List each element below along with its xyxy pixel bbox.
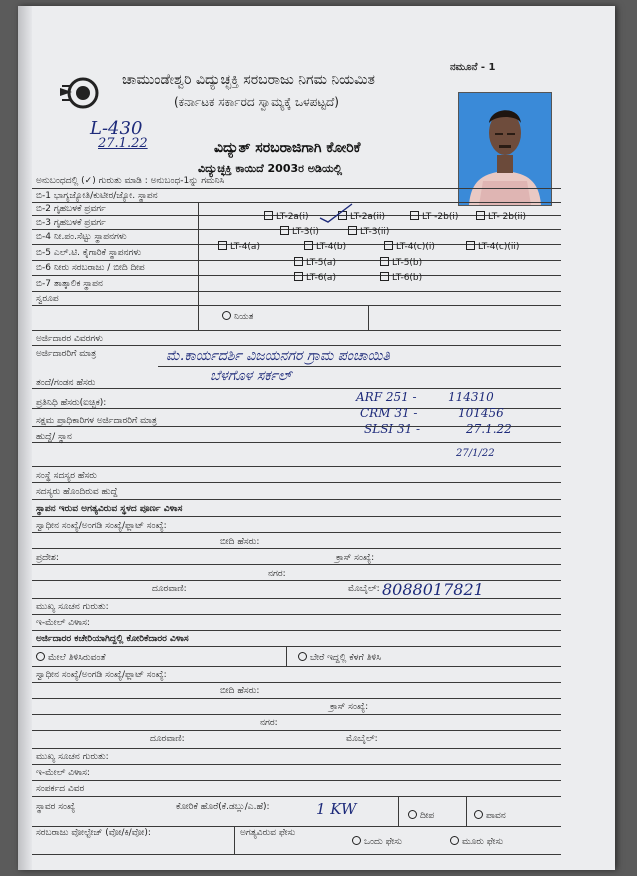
lt6a-checkbox[interactable] [294,272,303,281]
handwritten-applicant-name-1: ಮೆ.ಕಾರ್ಯದರ್ಶಿ ವಿಜಯನಗರ ಗ್ರಾಮ ಪಂಚಾಯಿತಿ [166,348,390,364]
lt4b-checkbox[interactable] [304,241,313,250]
lt2ai-checkbox[interactable] [264,211,273,220]
row-b4-label: ಬಿ-4 ನೀ.ಪಂ.ಸೆಟ್ಟು ಸ್ಥಾಪನಗಳು [36,232,127,242]
org-name: ಚಾಮುಂಡೇಶ್ವರಿ ವಿದ್ಯುಚ್ಛಕ್ತಿ ಸರಬರಾಜು ನಿಗಮ ನಿಯಮಿತ [122,72,375,88]
lt2bi-checkbox[interactable] [410,211,419,220]
handwritten-rr-2-value: 101456 [458,406,504,420]
cesc-logo-icon [58,76,104,110]
handwritten-rr-3: SLSI 31 - [364,422,421,436]
row-b5-label: ಬಿ-5 ಎಲ್.ಟಿ. ಕೈಗಾರಿಕೆ ಸ್ಥಾಪನಗಳು [36,248,142,258]
row-b3-label: ಬಿ-3 ಗೃಹಬಳಕೆ ಪ್ರವರ್ಗ [36,218,106,228]
connection-details-heading: ಸಂಪರ್ಕದ ವಿವರ [36,784,85,794]
member-position-label: ಸದಸ್ಯರು ಹೊಂದಿರುವ ಹುದ್ದೆ [36,487,118,497]
single-phase-radio[interactable] [352,836,361,845]
option-lt2bii[interactable]: LT- 2b(ii) [476,211,526,222]
option-single-phase[interactable]: ಒಂದು ಫೇಸು [352,836,402,847]
same-address-radio[interactable] [36,652,45,661]
option-lt4ci[interactable]: LT-4(c)(i) [384,241,435,252]
option-lt2bi[interactable]: LT -2b(i) [410,211,458,222]
area-label: ಪ್ರದೇಶ: [36,553,59,563]
option-lt6b[interactable]: LT-6(b) [380,272,422,283]
option-lt3i[interactable]: LT-3(i) [280,226,319,237]
email-label: ಇ-ಮೇಲ್ ವಿಳಾಸ: [36,618,90,628]
lt3ii-checkbox[interactable] [348,226,357,235]
pavana-radio[interactable] [474,810,483,819]
corr-city-label: ನಗರ: [260,718,278,728]
section1-intro: ಅನುಬಂಧದಲ್ಲಿ (✓) ಗುರುತು ಮಾಡಿ : ಅನುಬಂಧ-1ನ್ನು ಗಮನಿಸಿ [36,176,225,186]
handwritten-rr-2: CRM 31 - [360,406,418,420]
handwritten-tick-icon [318,202,354,224]
option-same-as-above[interactable]: ಮೇಲೆ ತಿಳಿಸಿರುವಂತೆ [36,652,106,663]
phase-required-label: ಅಗತ್ಯವಿರುವ ಫೇಸು [240,828,296,838]
application-form-sheet [18,6,615,870]
niyatha-radio[interactable] [222,311,231,320]
handwritten-load: 1 KW [316,800,357,818]
handwritten-rr-1-value: 114310 [448,390,494,404]
mobile-label: ಮೊಬೈಲ್: [348,584,380,594]
lt3i-checkbox[interactable] [280,226,289,235]
lt5a-checkbox[interactable] [294,257,303,266]
installation-number-label: ಸ್ಥಾವರ ಸಂಖ್ಯೆ [36,802,76,812]
handwritten-ref-no: L-430 [90,118,143,139]
row-b6-label: ಬಿ-6 ನೀರು ಸರಬರಾಜು / ಬೀದಿ ದೀಪ [36,263,145,273]
option-lt4b[interactable]: LT-4(b) [304,241,346,252]
corr-phone-label: ದೂರವಾಣಿ: [150,734,185,744]
authority-label: ಸಕ್ಷಮ ಪ್ರಾಧಿಕಾರಿಗಳ ಅರ್ಜಿದಾರರಿಗೆ ಮಾತ್ರ [36,416,157,426]
row-b1-label: ಬಿ-1 ಭಾಗ್ಯಜ್ಯೋತಿ/ಕುಟೀರ/ಜ್ಯೋ. ಸ್ಥಾಪನ [36,191,158,201]
form-title: ವಿದ್ಯುತ್ ಸರಬರಾಜಿಗಾಗಿ ಕೋರಿಕೆ [214,140,361,156]
option-lt4a[interactable]: LT-4(a) [218,241,260,252]
handwritten-rr-3-value: 27.1.22 [466,422,512,436]
option-lt2ai[interactable]: LT-2a(i) [264,211,308,222]
installation-address-heading: ಸ್ಥಾಪನ ಇರುವ ಅಗತ್ಯವಿರುವ ಸ್ಥಳದ ಪೂರ್ಣ ವಿಳಾಸ [36,504,183,514]
representative-label: ಪ್ರತಿನಿಧಿ ಹೆಸರು(ಐಚ್ಛಿಕ): [36,398,107,408]
option-lt5a[interactable]: LT-5(a) [294,257,336,268]
applicant-details-heading: ಅರ್ಜಿದಾರರ ವಿವರಗಳು [36,334,103,344]
option-three-phase[interactable]: ಮೂರು ಫೇಸು [450,836,503,847]
street-name-label: ಬೀದಿ ಹೆಸರು: [220,537,260,547]
handwritten-rr-1: ARF 251 - [356,390,417,404]
corr-mobile-label: ಮೊಬೈಲ್: [346,734,378,744]
option-lt4cii[interactable]: LT-4(c)(ii) [466,241,519,252]
phone-label: ದೂರವಾಣಿ: [152,584,187,594]
lt4a-checkbox[interactable] [218,241,227,250]
cross-number-label: ಕ್ರಾಸ್ ಸಂಖ್ಯೆ: [336,553,375,563]
row-nature-label: ಸ್ವರೂಪ [36,294,59,304]
org-subtitle: (ಕರ್ನಾಟಕ ಸರ್ಕಾರದ ಸ್ವಾಮ್ಯಕ್ಕೆ ಒಳಪಟ್ಟದೆ) [174,95,339,109]
other-address-radio[interactable] [298,652,307,661]
lt4ci-checkbox[interactable] [384,241,393,250]
option-lt2aii[interactable]: LT-2a(ii) [338,211,385,222]
form-subtitle: ವಿದ್ಯುಚ್ಛಕ್ತಿ ಕಾಯಿದೆ 2003ರ ಅಡಿಯಲ್ಲಿ [198,162,343,175]
handwritten-signature-date: 27/1/22 [456,448,495,459]
handwritten-mobile-number: 8088017821 [382,580,484,599]
option-other-address[interactable]: ಬೇರೆ ಇದ್ದಲ್ಲಿ ಕೆಳಗೆ ತಿಳಿಸಿ [298,652,381,663]
form-number: ನಮೂನೆ - 1 [450,62,496,73]
correspondence-address-heading: ಅರ್ಜಿದಾರರ ಕಚೇರಿಯಾಗಿದ್ದಲ್ಲಿ ಕೋರಿಕೆದಾರರ ವಿಳಾಸ [36,634,189,644]
lt2bii-checkbox[interactable] [476,211,485,220]
lt5b-checkbox[interactable] [380,257,389,266]
option-pavana[interactable]: ಪಾವನ [474,810,506,821]
deepa-radio[interactable] [408,810,417,819]
designation-label: ಹುದ್ದೆ/ ಸ್ಥಾನ [36,432,72,442]
option-lt3ii[interactable]: LT-3(ii) [348,226,389,237]
row-b7-label: ಬಿ-7 ತಾತ್ಕಾಲಿಕ ಸ್ಥಾಪನ [36,279,103,289]
option-niyatha[interactable]: ನಿಯತ [222,311,253,322]
option-deepa[interactable]: ದೀಪ [408,810,434,821]
corr-street-name-label: ಬೀದಿ ಹೆಸರು: [220,686,260,696]
requested-load-label: ಕೋರಿಕೆ ಹೊರೆ(ಕೆ.ಡಬ್ಲು/ಎ.ಹೆ): [176,802,270,812]
handwritten-ref-date: 27.1.22 [98,136,148,151]
lt6b-checkbox[interactable] [380,272,389,281]
corr-landmark-label: ಮುಖ್ಯ ಸೂಚನ ಗುರುತು: [36,752,109,762]
row-b2-label: ಬಿ-2 ಗೃಹಬಳಕೆ ಪ್ರವರ್ಗ [36,204,106,214]
supply-voltage-label: ಸರಬರಾಜು ವೋಲ್ಟೇಜ್ (ವೋ/ಕಿ/ವೋ): [36,828,151,838]
corr-plot-number-label: ಸ್ವಾಧೀನ ಸಂಖ್ಯೆ/ಅಂಗಡಿ ಸಂಖ್ಯೆ/ಫ್ಲಾಟ್ ಸಂಖ್ಯೆ: [36,670,167,680]
lt4cii-checkbox[interactable] [466,241,475,250]
member-name-label: ಸಂಸ್ಥೆ ಸದಸ್ಯರ ಹೆಸರು [36,471,97,481]
applicant-name-label: ಅರ್ಜಿದಾರರಿಗೆ ಮಾತ್ರ [36,349,97,359]
handwritten-applicant-name-2: ಬೆಳಗೊಳ ಸರ್ಕಲ್ [210,368,292,384]
corr-email-label: ಇ-ಮೇಲ್ ವಿಳಾಸ: [36,768,90,778]
city-label: ನಗರ: [268,569,286,579]
three-phase-radio[interactable] [450,836,459,845]
landmark-label: ಮುಖ್ಯ ಸೂಚನ ಗುರುತು: [36,602,109,612]
option-lt5b[interactable]: LT-5(b) [380,257,422,268]
father-name-label: ತಂದೆ/ಗಂಡನ ಹೆಸರು [36,378,96,388]
corr-cross-number-label: ಕ್ರಾಸ್ ಸಂಖ್ಯೆ: [330,702,369,712]
option-lt6a[interactable]: LT-6(a) [294,272,336,283]
plot-number-label: ಸ್ವಾಧೀನ ಸಂಖ್ಯೆ/ಅಂಗಡಿ ಸಂಖ್ಯೆ/ಫ್ಲಾಟ್ ಸಂಖ್ಯೆ: [36,521,167,531]
